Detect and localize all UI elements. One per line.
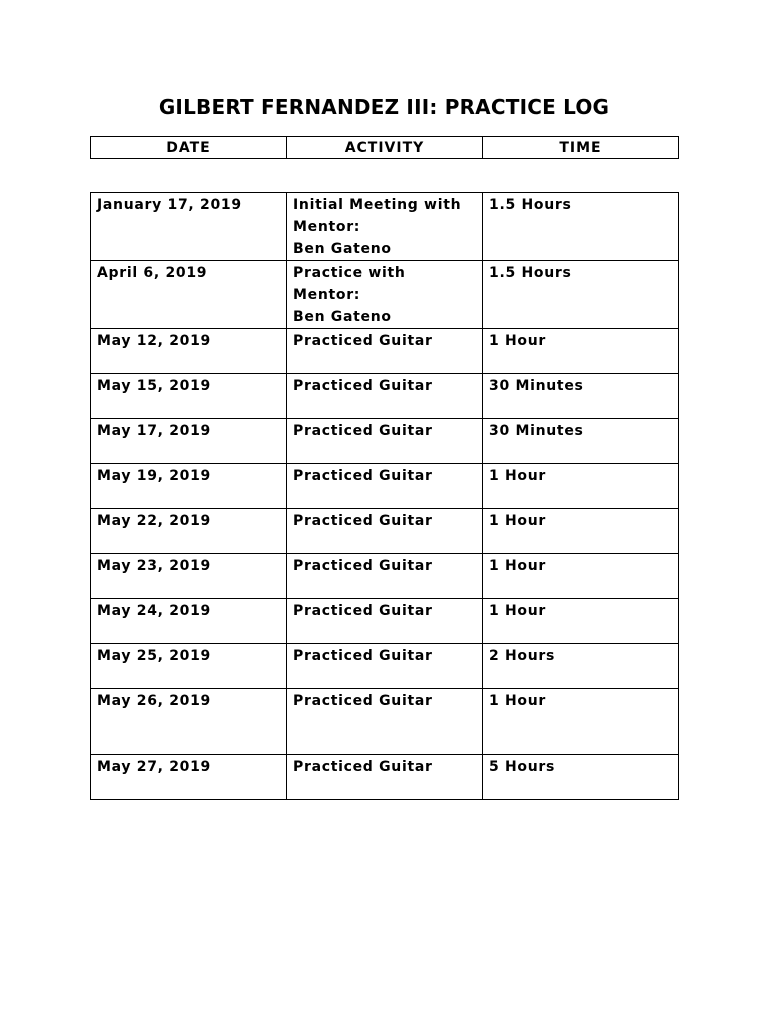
log-time-cell: 1 Hour [483, 689, 679, 755]
log-date-cell: May 22, 2019 [91, 509, 287, 554]
log-activity-line: Practiced Guitar [293, 513, 433, 529]
log-row [91, 329, 679, 374]
log-time-cell: 1.5 Hours [483, 261, 679, 329]
column-header-row [91, 137, 679, 159]
log-row [91, 599, 679, 644]
log-activity-line: Practiced Guitar [293, 333, 433, 349]
log-row [91, 261, 679, 329]
log-activity-cell [287, 419, 483, 464]
log-activity-cell [287, 464, 483, 509]
log-activity-line: Practice with Mentor: [293, 265, 406, 303]
log-time-cell: 1.5 Hours [483, 193, 679, 261]
log-activity-cell [287, 374, 483, 419]
practice-log-body [91, 193, 679, 800]
log-time-cell: 5 Hours [483, 755, 679, 800]
log-activity-cell [287, 509, 483, 554]
log-activity-line: Ben Gateno [293, 309, 392, 325]
log-activity-cell [287, 599, 483, 644]
log-activity-line: Practiced Guitar [293, 558, 433, 574]
activity-column-header: ACTIVITY [287, 137, 483, 159]
log-activity-line: Practiced Guitar [293, 648, 433, 664]
log-date-cell: May 24, 2019 [91, 599, 287, 644]
log-date-cell: May 23, 2019 [91, 554, 287, 599]
log-date-cell: May 19, 2019 [91, 464, 287, 509]
log-date-cell: April 6, 2019 [91, 261, 287, 329]
log-activity-line: Practiced Guitar [293, 693, 433, 709]
log-date-cell: May 26, 2019 [91, 689, 287, 755]
log-activity-line: Initial Meeting with [293, 197, 462, 213]
log-row [91, 689, 679, 755]
log-activity-cell [287, 644, 483, 689]
log-activity-line: Ben Gateno [293, 241, 392, 257]
practice-log-table [90, 192, 679, 800]
log-time-cell: 30 Minutes [483, 419, 679, 464]
log-activity-line: Practiced Guitar [293, 423, 433, 439]
log-row [91, 374, 679, 419]
log-activity-line: Practiced Guitar [293, 378, 433, 394]
column-header-table [90, 136, 679, 159]
log-activity-line: Practiced Guitar [293, 603, 433, 619]
log-row [91, 554, 679, 599]
log-date-cell: May 15, 2019 [91, 374, 287, 419]
page-title: GILBERT FERNANDEZ III: PRACTICE LOG [158, 95, 610, 119]
log-row [91, 755, 679, 800]
date-column-header: DATE [91, 137, 287, 159]
log-date-cell: May 25, 2019 [91, 644, 287, 689]
log-row [91, 464, 679, 509]
log-time-cell: 1 Hour [483, 464, 679, 509]
log-time-cell: 1 Hour [483, 329, 679, 374]
log-row [91, 419, 679, 464]
log-date-cell: January 17, 2019 [91, 193, 287, 261]
log-activity-cell [287, 193, 483, 261]
log-row [91, 193, 679, 261]
log-activity-cell [287, 689, 483, 755]
log-date-cell: May 27, 2019 [91, 755, 287, 800]
log-activity-cell [287, 329, 483, 374]
log-activity-line: Practiced Guitar [293, 468, 433, 484]
log-activity-cell [287, 755, 483, 800]
log-time-cell: 30 Minutes [483, 374, 679, 419]
log-time-cell: 2 Hours [483, 644, 679, 689]
log-time-cell: 1 Hour [483, 599, 679, 644]
log-row [91, 509, 679, 554]
log-activity-line: Mentor: [293, 219, 361, 235]
log-activity-cell [287, 261, 483, 329]
time-column-header: TIME [483, 137, 679, 159]
log-activity-line: Practiced Guitar [293, 759, 433, 775]
log-time-cell: 1 Hour [483, 554, 679, 599]
log-date-cell: May 12, 2019 [91, 329, 287, 374]
log-date-cell: May 17, 2019 [91, 419, 287, 464]
log-time-cell: 1 Hour [483, 509, 679, 554]
log-row [91, 644, 679, 689]
log-activity-cell [287, 554, 483, 599]
